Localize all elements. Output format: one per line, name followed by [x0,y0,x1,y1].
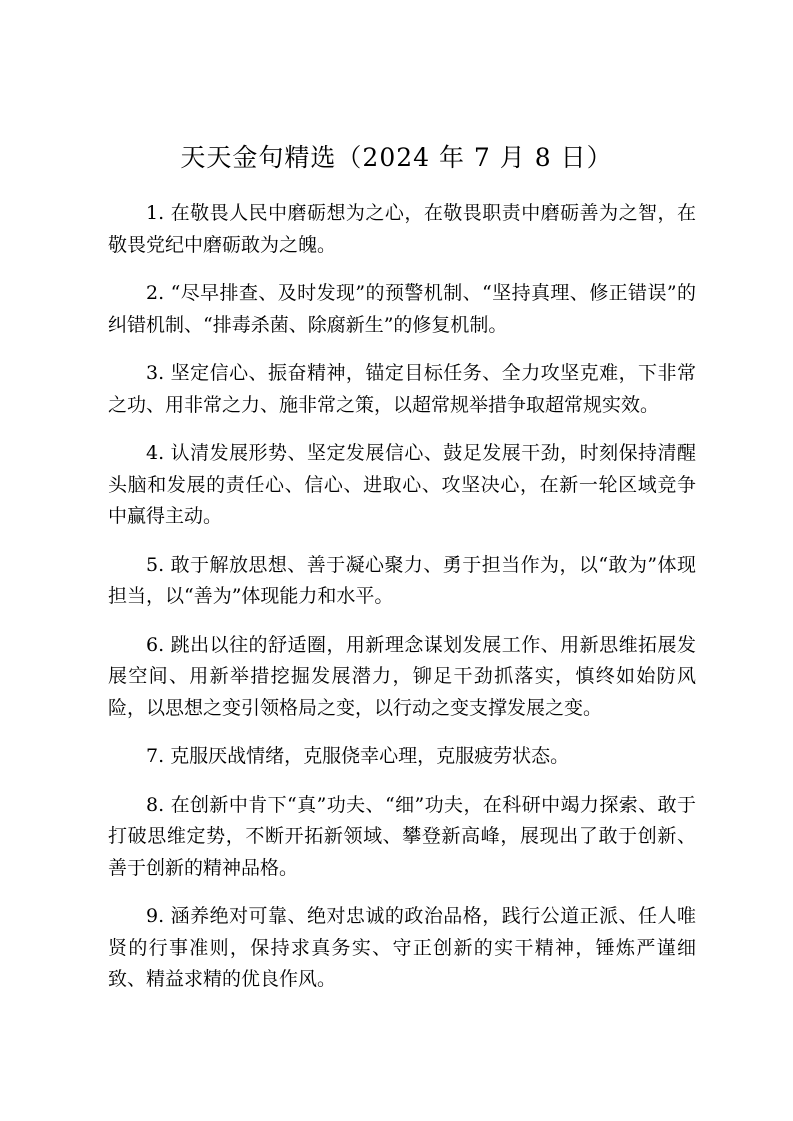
quote-item-9: 9. 涵养绝对可靠、绝对忠诚的政治品格，践行公道正派、任人唯贤的行事准则，保持求真务实、守正创新的实干精神，锤炼严谨细致、精益求精的优良作风。 [108,905,696,990]
quote-item-1: 1. 在敬畏人民中磨砺想为之心，在敬畏职责中磨砺善为之智，在敬畏党纪中磨砺敢为之魄。 [108,202,696,256]
quote-list [108,198,696,1013]
quote-item-3: 3. 坚定信心、振奋精神，锚定目标任务、全力攻坚克难，下非常之功、用非常之力、施非常之策，以超常规举措争取超常规实效。 [108,362,696,416]
quote-item-2: 2. “尽早排查、及时发现”的预警机制、“坚持真理、修正错误”的纠错机制、“排毒杀菌、除腐新生”的修复机制。 [108,282,696,336]
quote-item-7: 7. 克服厌战情绪，克服侥幸心理，克服疲劳状态。 [146,745,570,767]
document-title: 天天金句精选（2024 年 7 月 8 日） [180,143,613,172]
quote-item-6: 6. 跳出以往的舒适圈，用新理念谋划发展工作、用新思维拓展发展空间、用新举措挖掘发展潜力，铆足干劲抓落实，慎终如始防风险，以思想之变引领格局之变，以行动之变支撑发展之变。 [108,633,696,719]
quote-item-4: 4. 认清发展形势、坚定发展信心、鼓足发展干劲，时刻保持清醒头脑和发展的责任心、信心、进取心、攻坚决心，在新一轮区域竞争中赢得主动。 [108,442,696,527]
quote-item-8: 8. 在创新中肯下“真”功夫、“细”功夫，在科研中竭力探索、敢于打破思维定势，不断开拓新领域、攀登新高峰，展现出了敢于创新、善于创新的精神品格。 [108,793,696,879]
quote-item-5: 5. 敢于解放思想、善于凝心聚力、勇于担当作为，以“敢为”体现担当，以“善为”体现能力和水平。 [108,553,696,607]
